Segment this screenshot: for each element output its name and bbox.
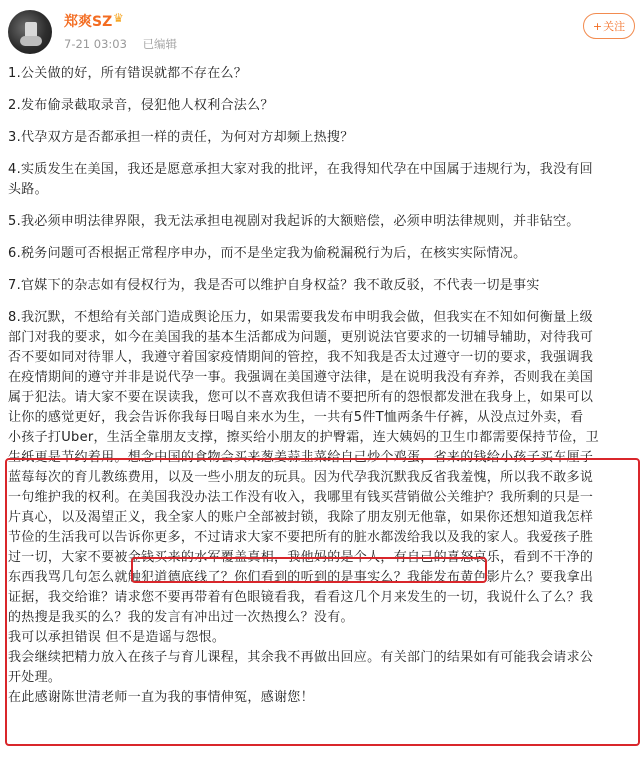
text-line: 小孩子打Uber，生活全靠朋友支撑，擦买给小朋友的护臀霜，连大姨妈的卫生巾都需要保持节俭，卫 <box>8 430 599 445</box>
text-line: 一句维护我的权利。在美国我没办法工作没有收入，我哪里有钱买营销做公关维护？我所剩的只是一 <box>8 490 594 505</box>
text-line: 属于犯法。请大家不要在误读我，您可以不喜欢我但请不要把所有的怨恨都发泄在我身上，如果可以 <box>8 390 594 405</box>
text-line: 6.税务问题可否根据正常程序申办，而不是坐定我为偷税漏税行为后，在核实实际情况。 <box>8 246 527 261</box>
text-line: 我会继续把精力放入在孩子与育儿课程，其余我不再做出回应。有关部门的结果如有可能我会请求公 <box>8 650 594 665</box>
text-line: 在疫情期间的遵守并非是说代孕一事。我强调在美国遵守法律，是在说明我没有弃养，否则我在美国 <box>8 370 594 385</box>
paragraph-7 <box>8 276 638 296</box>
paragraph-1 <box>8 64 638 84</box>
text-line: 的热搜是我买的么？我的发言有冲出过一次热搜么？没有。 <box>8 610 354 625</box>
edited-label[interactable]: 已编辑 <box>142 37 178 51</box>
paragraph-2 <box>8 96 638 116</box>
post-header <box>0 0 642 58</box>
text-line: 蓝莓每次的育儿教练费用，以及一些小朋友的玩具。因为代孕我沉默我反省我羞愧，所以我不敢多说 <box>8 470 594 485</box>
text-line: 否不要如同对待罪人，我遵守着国家疫情期间的管控，我不知我是否太过遵守一切的要求，我强调我 <box>8 350 594 365</box>
paragraph-8 <box>8 308 638 708</box>
text-line: 头路。 <box>8 182 48 197</box>
paragraph-5 <box>8 212 638 232</box>
text-line: 生纸更是节约着用。想念中国的食物会买来葱姜蒜韭菜给自己炒个鸡蛋，省来的钱给小孩子买车厘子 <box>8 450 594 465</box>
text-line: 让你的感觉更好，我会告诉你我每日喝自来水为生，一共有5件T恤两条牛仔裤，从没点过外卖，看 <box>8 410 584 425</box>
text-line: 在此感谢陈世清老师一直为我的事情伸冤，感谢您！ <box>8 690 314 705</box>
follow-label: 关注 <box>603 20 626 33</box>
avatar[interactable] <box>8 10 52 54</box>
text-line: 证据，我交给谁？请求您不要再带着有色眼镜看我，看看这几个月来发生的一切，我说什么了么？我 <box>8 590 594 605</box>
text-line: 东西我骂几句怎么就触犯道德底线了？你们看到的听到的是事实么？我能发布黄色影片么？要我拿出 <box>8 570 594 585</box>
text-line: 3.代孕双方是否都承担一样的责任，为何对方却频上热搜？ <box>8 130 354 145</box>
avatar-hand-shape <box>20 36 42 46</box>
follow-button[interactable] <box>583 13 635 39</box>
text-line: 7.官媒下的杂志如有侵权行为，我是否可以维护自身权益？我不敢反驳，不代表一切是事实 <box>8 278 540 293</box>
paragraph-6 <box>8 244 638 264</box>
post-time[interactable]: 7-21 03:03 <box>64 37 127 51</box>
post-body <box>8 64 638 708</box>
text-line: 4.实质发生在美国，我还是愿意承担大家对我的批评，在我得知代孕在中国属于违规行为，我没有回 <box>8 162 593 177</box>
text-line: 开处理。 <box>8 670 62 685</box>
text-line: 8.我沉默，不想给有关部门造成舆论压力，如果需要我发布申明我会做，但我实在不知如何衡量上级 <box>8 310 593 325</box>
text-line: 我可以承担错误 但不是造谣与怨恨。 <box>8 630 226 645</box>
text-line: 5.我必须申明法律界限，我无法承担电视剧对我起诉的大额赔偿，必须申明法律规则，并非钻空。 <box>8 214 580 229</box>
post-meta <box>64 36 177 52</box>
text-line: 节俭的生活我可以告诉你更多，不过请求大家不要把所有的脏水都泼给我以及我的家人。我爱孩子胜 <box>8 530 594 545</box>
text-line: 1.公关做的好，所有错误就都不存在么？ <box>8 66 248 81</box>
crown-icon: ♛ <box>113 11 124 25</box>
text-line: 过一切，大家不要被金钱买来的水军覆盖真相，我他妈的是个人，有自己的喜怒哀乐，看到不干净的 <box>8 550 594 565</box>
paragraph-3 <box>8 128 638 148</box>
paragraph-4 <box>8 160 638 200</box>
text-line: 片真心，以及渴望正义，我全家人的账户全部被封锁，我除了朋友别无他靠，如果你还想知道我怎样 <box>8 510 594 525</box>
author-name[interactable]: 郑爽SZ <box>64 14 113 30</box>
text-line: 2.发布偷录截取录音，侵犯他人权利合法么？ <box>8 98 274 113</box>
plus-icon: + <box>592 19 603 33</box>
text-line: 部门对我的要求，如今在美国我的基本生活都成为问题，更别说法官要求的一切辅导辅助，对待我可 <box>8 330 594 345</box>
